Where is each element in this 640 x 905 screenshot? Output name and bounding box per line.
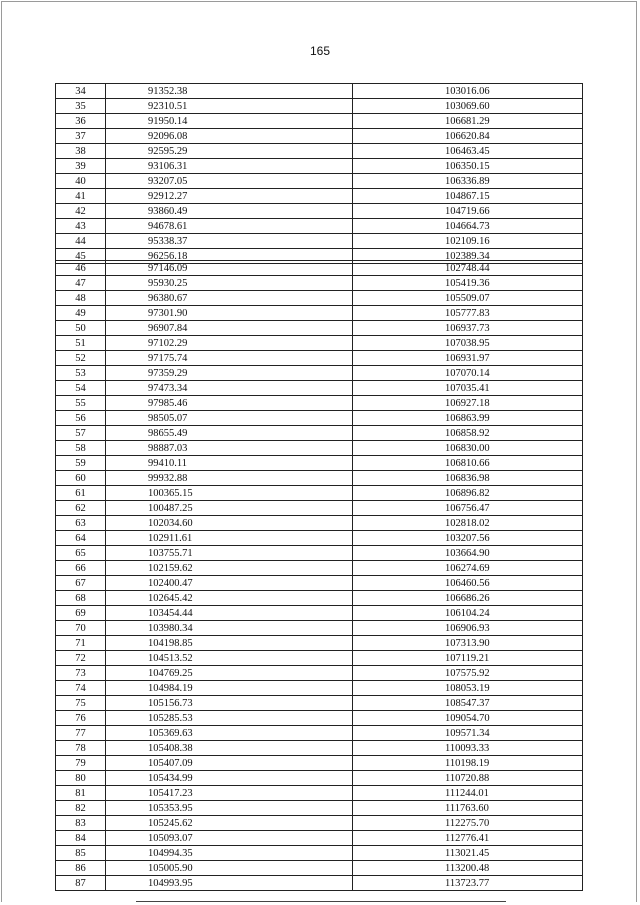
bottom-rule xyxy=(136,901,506,902)
row-index-cell: 70 xyxy=(56,621,106,636)
value-b-cell: 103069.60 xyxy=(353,99,583,114)
table-row xyxy=(56,471,583,486)
row-index-cell: 85 xyxy=(56,846,106,861)
value-a-cell: 102911.61 xyxy=(106,531,353,546)
row-index-cell: 64 xyxy=(56,531,106,546)
table-row xyxy=(56,396,583,411)
value-b-cell: 107035.41 xyxy=(353,381,583,396)
table-row xyxy=(56,816,583,831)
value-a-cell: 95338.37 xyxy=(106,234,353,249)
row-index-cell: 45 xyxy=(56,249,106,264)
value-a-cell: 104993.95 xyxy=(106,876,353,891)
table-row xyxy=(56,204,583,219)
table-row xyxy=(56,189,583,204)
table-row xyxy=(56,129,583,144)
value-b-cell: 102748.44 xyxy=(353,261,583,276)
value-a-cell: 105093.07 xyxy=(106,831,353,846)
value-a-cell: 97985.46 xyxy=(106,396,353,411)
value-b-cell: 106937.73 xyxy=(353,321,583,336)
table-row xyxy=(56,876,583,891)
value-a-cell: 102034.60 xyxy=(106,516,353,531)
value-b-cell: 107038.95 xyxy=(353,336,583,351)
row-index-cell: 83 xyxy=(56,816,106,831)
table-row xyxy=(56,576,583,591)
row-index-cell: 72 xyxy=(56,651,106,666)
table-row xyxy=(56,531,583,546)
value-a-cell: 102159.62 xyxy=(106,561,353,576)
table-row xyxy=(56,711,583,726)
table-row xyxy=(56,621,583,636)
table-row xyxy=(56,501,583,516)
table-row xyxy=(56,234,583,249)
value-a-cell: 97359.29 xyxy=(106,366,353,381)
row-index-cell: 34 xyxy=(56,84,106,99)
value-b-cell: 106896.82 xyxy=(353,486,583,501)
value-b-cell: 105777.83 xyxy=(353,306,583,321)
row-index-cell: 42 xyxy=(56,204,106,219)
table-row xyxy=(56,606,583,621)
table-row xyxy=(56,786,583,801)
row-index-cell: 78 xyxy=(56,741,106,756)
value-b-cell: 109054.70 xyxy=(353,711,583,726)
table-row xyxy=(56,741,583,756)
row-index-cell: 60 xyxy=(56,471,106,486)
value-a-cell: 92595.29 xyxy=(106,144,353,159)
row-index-cell: 48 xyxy=(56,291,106,306)
value-a-cell: 105156.73 xyxy=(106,696,353,711)
value-b-cell: 106104.24 xyxy=(353,606,583,621)
row-index-cell: 71 xyxy=(56,636,106,651)
value-b-cell: 106681.29 xyxy=(353,114,583,129)
data-table-upper xyxy=(55,83,583,264)
row-index-cell: 58 xyxy=(56,441,106,456)
table-row xyxy=(56,561,583,576)
table-row xyxy=(56,651,583,666)
row-index-cell: 87 xyxy=(56,876,106,891)
value-b-cell: 106463.45 xyxy=(353,144,583,159)
value-b-cell: 107313.90 xyxy=(353,636,583,651)
row-index-cell: 57 xyxy=(56,426,106,441)
row-index-cell: 51 xyxy=(56,336,106,351)
value-b-cell: 106620.84 xyxy=(353,129,583,144)
table-row xyxy=(56,846,583,861)
row-index-cell: 65 xyxy=(56,546,106,561)
value-b-cell: 109571.34 xyxy=(353,726,583,741)
value-b-cell: 106927.18 xyxy=(353,396,583,411)
value-b-cell: 113723.77 xyxy=(353,876,583,891)
value-a-cell: 105407.09 xyxy=(106,756,353,771)
value-a-cell: 97473.34 xyxy=(106,381,353,396)
value-b-cell: 112776.41 xyxy=(353,831,583,846)
value-a-cell: 98655.49 xyxy=(106,426,353,441)
row-index-cell: 35 xyxy=(56,99,106,114)
row-index-cell: 68 xyxy=(56,591,106,606)
value-b-cell: 102389.34 xyxy=(353,249,583,264)
value-b-cell: 111244.01 xyxy=(353,786,583,801)
table-row xyxy=(56,546,583,561)
table-row xyxy=(56,696,583,711)
table-row xyxy=(56,291,583,306)
table-row xyxy=(56,831,583,846)
value-a-cell: 105408.38 xyxy=(106,741,353,756)
value-b-cell: 108547.37 xyxy=(353,696,583,711)
value-a-cell: 104984.19 xyxy=(106,681,353,696)
value-b-cell: 102109.16 xyxy=(353,234,583,249)
value-b-cell: 104867.15 xyxy=(353,189,583,204)
row-index-cell: 59 xyxy=(56,456,106,471)
value-b-cell: 106906.93 xyxy=(353,621,583,636)
table-row xyxy=(56,771,583,786)
value-a-cell: 99932.88 xyxy=(106,471,353,486)
value-a-cell: 105245.62 xyxy=(106,816,353,831)
table-row xyxy=(56,159,583,174)
row-index-cell: 62 xyxy=(56,501,106,516)
row-index-cell: 75 xyxy=(56,696,106,711)
table-row xyxy=(56,351,583,366)
row-index-cell: 49 xyxy=(56,306,106,321)
table-row xyxy=(56,306,583,321)
row-index-cell: 81 xyxy=(56,786,106,801)
value-b-cell: 106686.26 xyxy=(353,591,583,606)
row-index-cell: 84 xyxy=(56,831,106,846)
row-index-cell: 76 xyxy=(56,711,106,726)
row-index-cell: 50 xyxy=(56,321,106,336)
row-index-cell: 53 xyxy=(56,366,106,381)
value-b-cell: 105509.07 xyxy=(353,291,583,306)
value-b-cell: 110093.33 xyxy=(353,741,583,756)
value-a-cell: 97301.90 xyxy=(106,306,353,321)
value-a-cell: 96907.84 xyxy=(106,321,353,336)
row-index-cell: 54 xyxy=(56,381,106,396)
row-index-cell: 86 xyxy=(56,861,106,876)
row-index-cell: 55 xyxy=(56,396,106,411)
value-b-cell: 105419.36 xyxy=(353,276,583,291)
value-a-cell: 105369.63 xyxy=(106,726,353,741)
row-index-cell: 40 xyxy=(56,174,106,189)
value-a-cell: 95930.25 xyxy=(106,276,353,291)
table-row xyxy=(56,219,583,234)
value-a-cell: 92912.27 xyxy=(106,189,353,204)
value-b-cell: 108053.19 xyxy=(353,681,583,696)
value-a-cell: 98505.07 xyxy=(106,411,353,426)
value-a-cell: 93207.05 xyxy=(106,174,353,189)
value-a-cell: 97102.29 xyxy=(106,336,353,351)
value-b-cell: 102818.02 xyxy=(353,516,583,531)
row-index-cell: 69 xyxy=(56,606,106,621)
table-row xyxy=(56,801,583,816)
table-row xyxy=(56,861,583,876)
value-b-cell: 103016.06 xyxy=(353,84,583,99)
row-index-cell: 80 xyxy=(56,771,106,786)
table-row xyxy=(56,666,583,681)
row-index-cell: 73 xyxy=(56,666,106,681)
row-index-cell: 39 xyxy=(56,159,106,174)
table-row xyxy=(56,426,583,441)
value-a-cell: 105434.99 xyxy=(106,771,353,786)
value-a-cell: 105005.90 xyxy=(106,861,353,876)
value-b-cell: 106830.00 xyxy=(353,441,583,456)
table-row xyxy=(56,756,583,771)
table-row xyxy=(56,114,583,129)
table-row xyxy=(56,591,583,606)
row-index-cell: 61 xyxy=(56,486,106,501)
value-a-cell: 93860.49 xyxy=(106,204,353,219)
value-a-cell: 99410.11 xyxy=(106,456,353,471)
table-row xyxy=(56,99,583,114)
value-a-cell: 105353.95 xyxy=(106,801,353,816)
row-index-cell: 38 xyxy=(56,144,106,159)
value-b-cell: 106931.97 xyxy=(353,351,583,366)
value-b-cell: 107070.14 xyxy=(353,366,583,381)
value-a-cell: 102645.42 xyxy=(106,591,353,606)
value-a-cell: 103454.44 xyxy=(106,606,353,621)
row-index-cell: 36 xyxy=(56,114,106,129)
table-row xyxy=(56,84,583,99)
table-row xyxy=(56,456,583,471)
value-b-cell: 107575.92 xyxy=(353,666,583,681)
value-a-cell: 103755.71 xyxy=(106,546,353,561)
value-b-cell: 104719.66 xyxy=(353,204,583,219)
table-row xyxy=(56,336,583,351)
value-a-cell: 104198.85 xyxy=(106,636,353,651)
value-a-cell: 91950.14 xyxy=(106,114,353,129)
row-index-cell: 74 xyxy=(56,681,106,696)
row-index-cell: 44 xyxy=(56,234,106,249)
value-b-cell: 113021.45 xyxy=(353,846,583,861)
value-b-cell: 110198.19 xyxy=(353,756,583,771)
value-a-cell: 97146.09 xyxy=(106,261,353,276)
value-b-cell: 113200.48 xyxy=(353,861,583,876)
table-row xyxy=(56,144,583,159)
value-b-cell: 106756.47 xyxy=(353,501,583,516)
value-b-cell: 111763.60 xyxy=(353,801,583,816)
value-b-cell: 106460.56 xyxy=(353,576,583,591)
value-a-cell: 92096.08 xyxy=(106,129,353,144)
value-b-cell: 106810.66 xyxy=(353,456,583,471)
row-index-cell: 46 xyxy=(56,261,106,276)
row-index-cell: 37 xyxy=(56,129,106,144)
table-row xyxy=(56,441,583,456)
value-a-cell: 96380.67 xyxy=(106,291,353,306)
value-b-cell: 106274.69 xyxy=(353,561,583,576)
row-index-cell: 66 xyxy=(56,561,106,576)
table-row xyxy=(56,486,583,501)
table-row xyxy=(56,261,583,276)
row-index-cell: 77 xyxy=(56,726,106,741)
value-a-cell: 94678.61 xyxy=(106,219,353,234)
value-a-cell: 91352.38 xyxy=(106,84,353,99)
value-b-cell: 110720.88 xyxy=(353,771,583,786)
table-row xyxy=(56,276,583,291)
row-index-cell: 79 xyxy=(56,756,106,771)
row-index-cell: 47 xyxy=(56,276,106,291)
value-b-cell: 106336.89 xyxy=(353,174,583,189)
table-row xyxy=(56,681,583,696)
value-a-cell: 104769.25 xyxy=(106,666,353,681)
value-a-cell: 105285.53 xyxy=(106,711,353,726)
value-b-cell: 106863.99 xyxy=(353,411,583,426)
value-a-cell: 98887.03 xyxy=(106,441,353,456)
value-b-cell: 103207.56 xyxy=(353,531,583,546)
table-row xyxy=(56,411,583,426)
value-a-cell: 96256.18 xyxy=(106,249,353,264)
value-a-cell: 100487.25 xyxy=(106,501,353,516)
row-index-cell: 67 xyxy=(56,576,106,591)
table-row xyxy=(56,381,583,396)
table-row xyxy=(56,726,583,741)
value-b-cell: 106858.92 xyxy=(353,426,583,441)
row-index-cell: 63 xyxy=(56,516,106,531)
table-row xyxy=(56,366,583,381)
row-index-cell: 82 xyxy=(56,801,106,816)
value-b-cell: 106836.98 xyxy=(353,471,583,486)
table-row xyxy=(56,636,583,651)
table-row xyxy=(56,174,583,189)
value-b-cell: 112275.70 xyxy=(353,816,583,831)
value-a-cell: 97175.74 xyxy=(106,351,353,366)
value-a-cell: 104513.52 xyxy=(106,651,353,666)
row-index-cell: 56 xyxy=(56,411,106,426)
data-table-lower xyxy=(55,260,583,891)
page-number: 165 xyxy=(309,44,331,58)
value-b-cell: 104664.73 xyxy=(353,219,583,234)
value-b-cell: 106350.15 xyxy=(353,159,583,174)
row-index-cell: 52 xyxy=(56,351,106,366)
row-index-cell: 43 xyxy=(56,219,106,234)
table-row xyxy=(56,321,583,336)
value-a-cell: 105417.23 xyxy=(106,786,353,801)
value-a-cell: 93106.31 xyxy=(106,159,353,174)
value-a-cell: 102400.47 xyxy=(106,576,353,591)
row-index-cell: 41 xyxy=(56,189,106,204)
value-a-cell: 104994.35 xyxy=(106,846,353,861)
table-row xyxy=(56,516,583,531)
value-a-cell: 100365.15 xyxy=(106,486,353,501)
value-a-cell: 92310.51 xyxy=(106,99,353,114)
value-b-cell: 107119.21 xyxy=(353,651,583,666)
value-b-cell: 103664.90 xyxy=(353,546,583,561)
value-a-cell: 103980.34 xyxy=(106,621,353,636)
